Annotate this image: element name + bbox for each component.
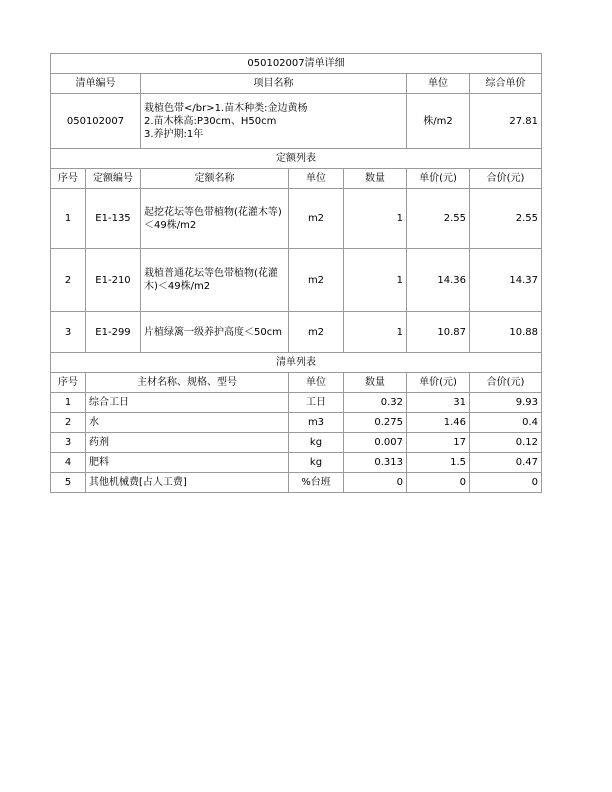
quota-total: 10.88 <box>470 312 542 353</box>
quota-code: E1-299 <box>86 312 141 353</box>
table-row <box>51 249 542 312</box>
material-price: 0 <box>407 473 470 493</box>
quota-no: 2 <box>51 249 86 312</box>
header-item-name: 项目名称 <box>141 74 407 94</box>
quota-unit: m2 <box>289 249 344 312</box>
list-code: 050102007 <box>51 94 141 149</box>
item-unit: 株/m2 <box>407 94 470 149</box>
quota-qty: 1 <box>344 189 407 249</box>
table-row <box>51 453 542 473</box>
material-qty: 0.275 <box>344 413 407 433</box>
quota-header-total: 合价(元) <box>470 169 542 189</box>
item-name-line-1: 栽植色带</br>1.苗木种类:金边黄杨 <box>144 102 308 114</box>
material-price: 31 <box>407 393 470 413</box>
materials-header-price: 单价(元) <box>407 373 470 393</box>
material-qty: 0.007 <box>344 433 407 453</box>
quota-code: E1-210 <box>86 249 141 312</box>
detail-sheet <box>50 53 542 493</box>
material-total: 0.47 <box>470 453 542 473</box>
material-unit: m3 <box>289 413 344 433</box>
quota-name: 起挖花坛等色带植物(花灌木等)＜49株/m2 <box>141 189 289 249</box>
material-total: 0.12 <box>470 433 542 453</box>
material-price: 1.46 <box>407 413 470 433</box>
quota-total: 14.37 <box>470 249 542 312</box>
table-row <box>51 189 542 249</box>
item-price: 27.81 <box>470 94 542 149</box>
quota-total: 2.55 <box>470 189 542 249</box>
quota-qty: 1 <box>344 249 407 312</box>
item-name-line-3: 3.养护期:1年 <box>144 128 204 140</box>
header-list-code: 清单编号 <box>51 74 141 94</box>
table-row <box>51 312 542 353</box>
material-name: 肥料 <box>86 453 289 473</box>
header-unit: 单位 <box>407 74 470 94</box>
material-unit: %台班 <box>289 473 344 493</box>
materials-header-name: 主材名称、规格、型号 <box>86 373 289 393</box>
materials-header-unit: 单位 <box>289 373 344 393</box>
header-unit-price: 综合单价 <box>470 74 542 94</box>
material-total: 0.4 <box>470 413 542 433</box>
quota-header-unit: 单位 <box>289 169 344 189</box>
material-total: 9.93 <box>470 393 542 413</box>
quota-qty: 1 <box>344 312 407 353</box>
quota-header-price: 单价(元) <box>407 169 470 189</box>
table-row <box>51 433 542 453</box>
quota-name: 片植绿篱一级养护高度＜50cm <box>141 312 289 353</box>
materials-section-title: 清单列表 <box>51 353 542 373</box>
material-name: 其他机械费[占人工费] <box>86 473 289 493</box>
material-price: 1.5 <box>407 453 470 473</box>
material-name: 综合工日 <box>86 393 289 413</box>
quota-price: 14.36 <box>407 249 470 312</box>
item-name <box>141 94 407 149</box>
material-no: 4 <box>51 453 86 473</box>
material-name: 水 <box>86 413 289 433</box>
table-row <box>51 473 542 493</box>
quota-no: 1 <box>51 189 86 249</box>
materials-header-no: 序号 <box>51 373 86 393</box>
material-no: 2 <box>51 413 86 433</box>
material-no: 3 <box>51 433 86 453</box>
quota-unit: m2 <box>289 312 344 353</box>
material-unit: kg <box>289 433 344 453</box>
quota-code: E1-135 <box>86 189 141 249</box>
table-row <box>51 413 542 433</box>
material-unit: 工日 <box>289 393 344 413</box>
quota-unit: m2 <box>289 189 344 249</box>
quota-section-title: 定额列表 <box>51 149 542 169</box>
sheet-title: 050102007清单详细 <box>51 54 542 74</box>
material-no: 1 <box>51 393 86 413</box>
quota-header-name: 定额名称 <box>141 169 289 189</box>
quota-name: 栽植普通花坛等色带植物(花灌木)＜49株/m2 <box>141 249 289 312</box>
quota-header-code: 定额编号 <box>86 169 141 189</box>
material-qty: 0.32 <box>344 393 407 413</box>
material-total: 0 <box>470 473 542 493</box>
table-row <box>51 393 542 413</box>
quota-no: 3 <box>51 312 86 353</box>
material-qty: 0.313 <box>344 453 407 473</box>
material-qty: 0 <box>344 473 407 493</box>
materials-header-total: 合价(元) <box>470 373 542 393</box>
materials-header-qty: 数量 <box>344 373 407 393</box>
material-price: 17 <box>407 433 470 453</box>
material-name: 药剂 <box>86 433 289 453</box>
quota-header-no: 序号 <box>51 169 86 189</box>
item-name-line-2: 2.苗木株高:P30cm、H50cm <box>144 115 277 127</box>
quota-price: 2.55 <box>407 189 470 249</box>
quota-price: 10.87 <box>407 312 470 353</box>
material-unit: kg <box>289 453 344 473</box>
quota-header-qty: 数量 <box>344 169 407 189</box>
material-no: 5 <box>51 473 86 493</box>
